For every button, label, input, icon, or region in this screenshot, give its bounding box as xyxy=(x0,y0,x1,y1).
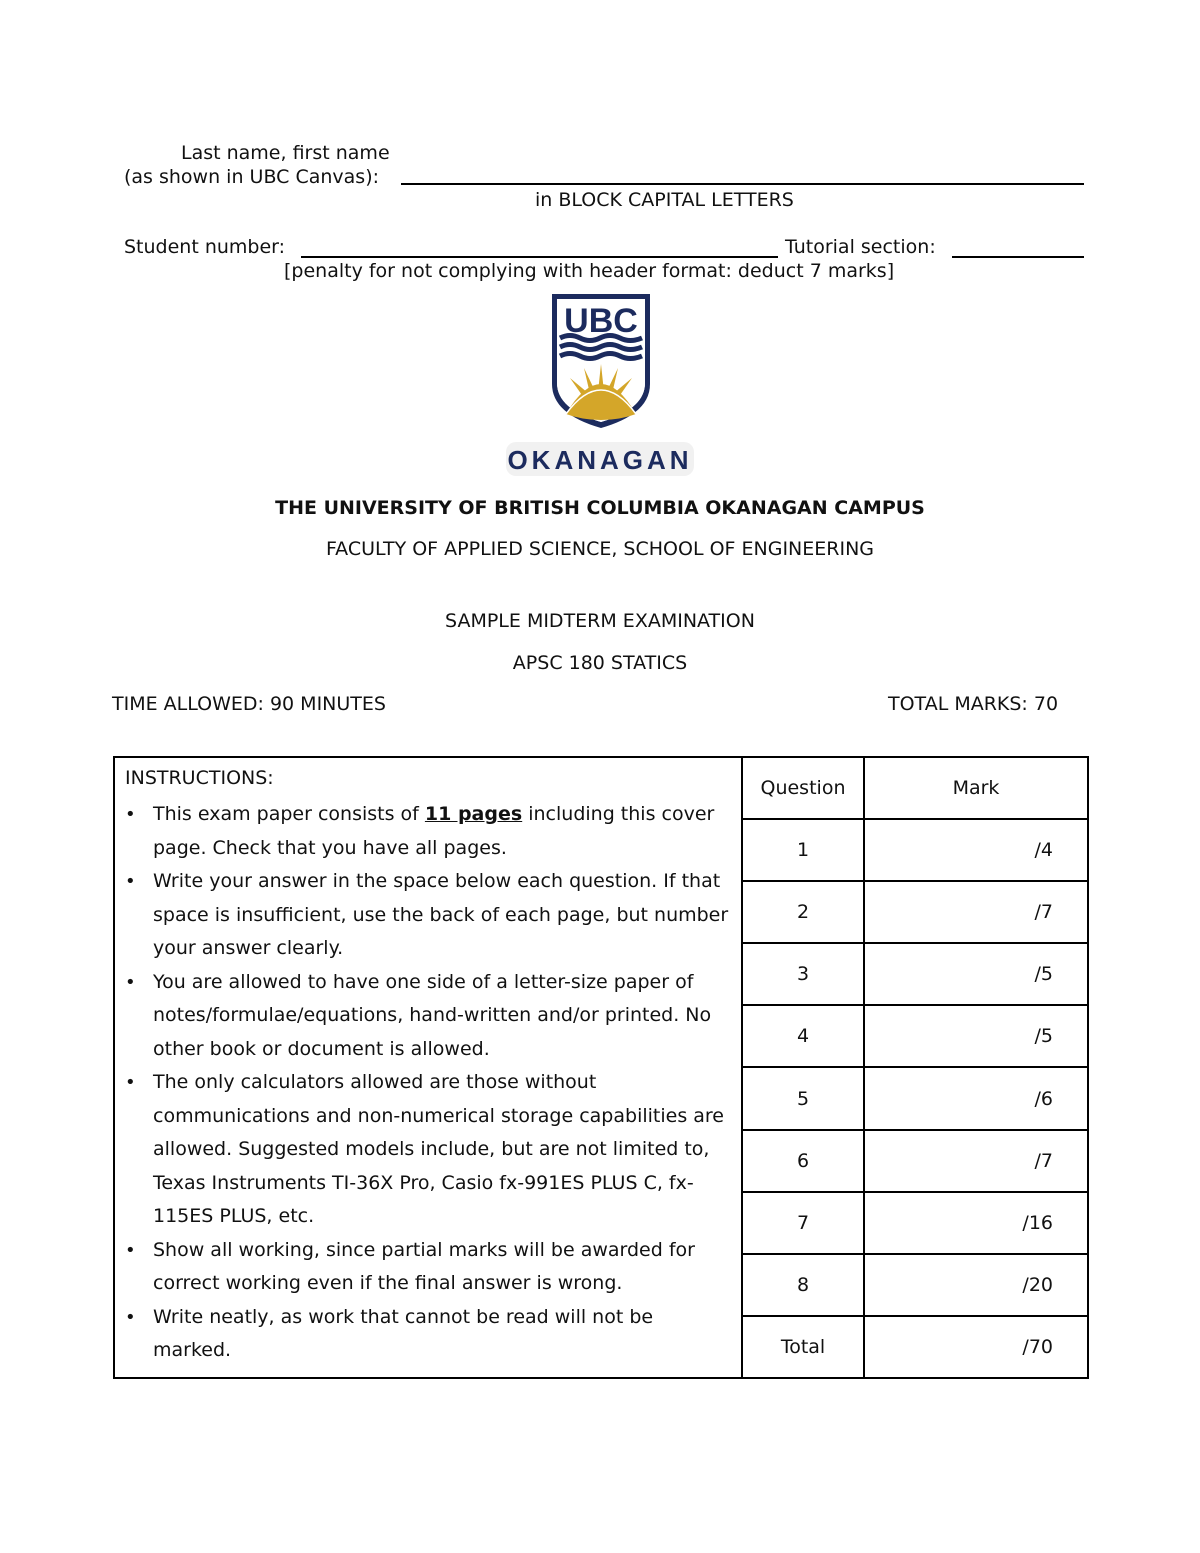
instruction-item: • Write your answer in the space below each question. If that space is insufficient, use the back of each page, but number your answer clearly. xyxy=(153,865,741,966)
total-mark-cell[interactable]: /70 xyxy=(864,1316,1088,1378)
mark-cell[interactable]: /16 xyxy=(864,1192,1088,1254)
instruction-item: • The only calculators allowed are those without communications and non-numerical storage capabilities are allowed. Suggested models include, but are not limited to, Texas Instruments TI-36X Pro, Casio fx-991ES PLUS C, fx-115ES PLUS, etc. xyxy=(153,1066,741,1234)
total-label: Total xyxy=(742,1316,864,1378)
name-label-line1: Last name, first name xyxy=(181,142,390,164)
mark-cell[interactable]: /7 xyxy=(864,1130,1088,1192)
question-number: 4 xyxy=(742,1005,864,1067)
question-number: 5 xyxy=(742,1067,864,1129)
instructions-cell xyxy=(114,757,742,1378)
question-number: 1 xyxy=(742,819,864,881)
question-number: 3 xyxy=(742,943,864,1005)
faculty-title: FACULTY OF APPLIED SCIENCE, SCHOOL OF ENGINEERING xyxy=(325,538,875,560)
question-number: 2 xyxy=(742,881,864,943)
name-underline xyxy=(401,183,1084,185)
instruction-item: • This exam paper consists of 11 pages including this cover page. Check that you have all pages. xyxy=(153,798,741,865)
question-number: 6 xyxy=(742,1130,864,1192)
instruction-item: • Write neatly, as work that cannot be read will not be marked. xyxy=(153,1301,741,1368)
instructions-title: INSTRUCTIONS: xyxy=(125,767,274,789)
tutorial-section-underline xyxy=(952,256,1084,258)
exam-title: SAMPLE MIDTERM EXAMINATION xyxy=(445,610,755,632)
question-number: 8 xyxy=(742,1254,864,1316)
ubc-crest-icon xyxy=(500,292,700,482)
time-allowed: TIME ALLOWED: 90 MINUTES xyxy=(112,693,386,715)
mark-cell[interactable]: /4 xyxy=(864,819,1088,881)
instruction-item: • You are allowed to have one side of a letter-size paper of notes/formulae/equations, hand-written and/or printed. No other book or document is allowed. xyxy=(153,966,741,1067)
mark-header: Mark xyxy=(864,757,1088,819)
total-marks: TOTAL MARKS: 70 xyxy=(888,693,1059,715)
instruction-item: • Show all working, since partial marks will be awarded for correct working even if the final answer is wrong. xyxy=(153,1234,741,1301)
name-label-line2: (as shown in UBC Canvas): xyxy=(124,166,380,188)
penalty-note: [penalty for not complying with header format: deduct 7 marks] xyxy=(284,260,895,282)
mark-cell[interactable]: /6 xyxy=(864,1067,1088,1129)
university-title: THE UNIVERSITY OF BRITISH COLUMBIA OKANAGAN CAMPUS xyxy=(275,497,925,519)
mark-cell[interactable]: /5 xyxy=(864,943,1088,1005)
exam-table xyxy=(113,756,1089,1379)
block-capitals-note: in BLOCK CAPITAL LETTERS xyxy=(535,189,794,211)
mark-cell[interactable]: /20 xyxy=(864,1254,1088,1316)
question-header: Question xyxy=(742,757,864,819)
instructions-list xyxy=(115,798,741,1368)
question-number: 7 xyxy=(742,1192,864,1254)
mark-cell[interactable]: /5 xyxy=(864,1005,1088,1067)
tutorial-section-label: Tutorial section: xyxy=(785,236,936,258)
svg-text:OKANAGAN: OKANAGAN xyxy=(507,445,693,475)
student-number-label: Student number: xyxy=(124,236,286,258)
ubc-okanagan-logo xyxy=(500,292,700,482)
svg-text:UBC: UBC xyxy=(564,302,638,340)
student-number-underline xyxy=(301,256,778,258)
course-title: APSC 180 STATICS xyxy=(512,652,688,674)
mark-cell[interactable]: /7 xyxy=(864,881,1088,943)
